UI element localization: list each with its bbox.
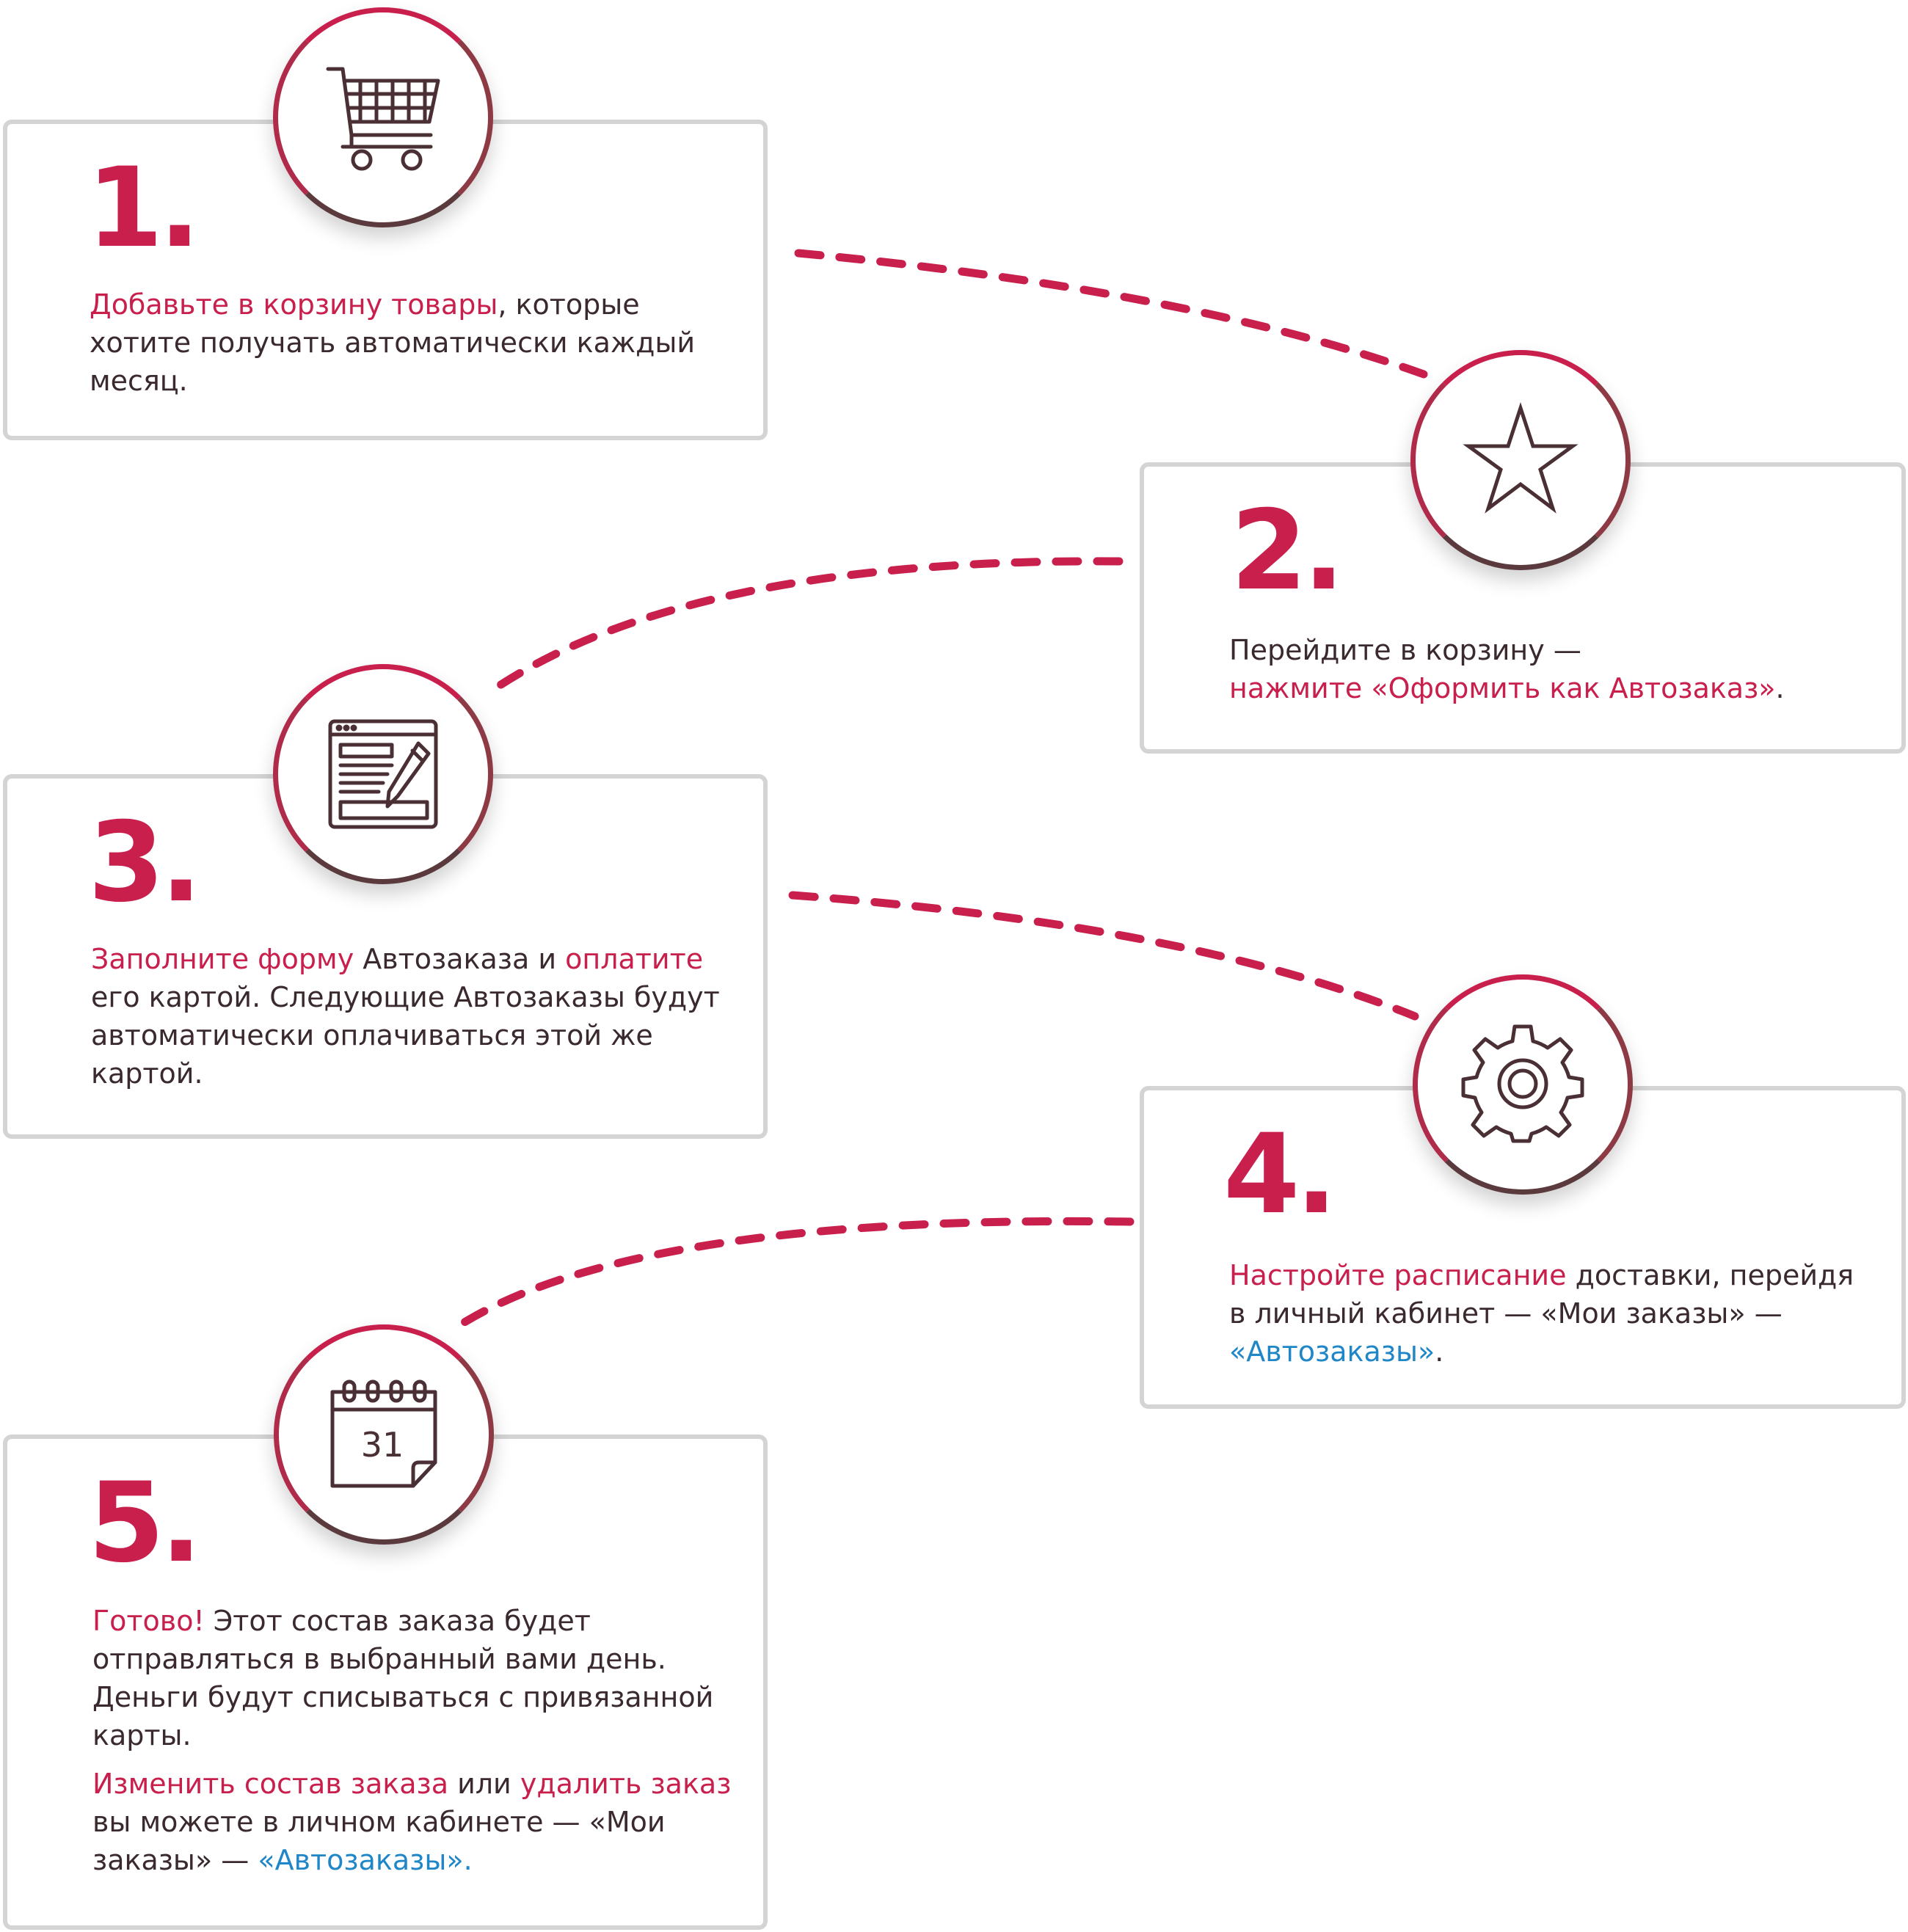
fill-form-highlight: Заполните форму [91,943,354,975]
step-text: или [448,1768,520,1800]
step-description [1229,1256,1875,1371]
step-description [92,1602,738,1879]
step-number: 5. [88,1459,198,1587]
step-number: 1. [87,145,197,272]
star-icon [1458,398,1583,522]
step-text-rest: . [1775,672,1785,704]
edit-order-highlight: Изменить состав заказа [92,1768,448,1800]
step-number: 3. [88,799,198,927]
gear-icon [1460,1022,1585,1147]
step-text: доставки, перейдя в личный кабинет — «Мои заказы» — [1229,1259,1854,1330]
step-text-line: Перейдите в корзину — [1229,634,1581,666]
step-description [91,940,737,1093]
shopping-cart-icon [321,59,445,176]
step-text-rest: , которые хотите получать автоматически каждый месяц. [90,288,696,397]
checkout-as-autoorder-highlight: нажмите «Оформить как Автозаказ» [1229,672,1776,704]
done-highlight: Готово! [92,1605,205,1637]
step-icon-circle-2 [1410,350,1631,570]
connector-2-3 [493,561,1119,690]
step-text: вы можете в личном кабинете — «Мои заказы» — [92,1806,666,1876]
step-text-rest: его картой. Следующие Автозаказы будут автоматически оплачиваться этой же картой. [91,981,720,1090]
step-text: Автозаказа и [354,943,566,975]
step-icon-circle-4 [1413,974,1633,1195]
step-number: 2. [1231,487,1341,615]
step-text: Этот состав заказа будет отправляться в выбранный вами день. Деньги будут списываться с привязанной карты. [92,1605,714,1751]
calendar-icon [325,1376,443,1493]
add-to-cart-highlight: Добавьте в корзину товары [90,288,498,321]
step-description [1229,631,1875,707]
step-icon-circle-3 [273,664,493,884]
calendar-day: 31 [360,1425,404,1465]
connector-3-4 [793,895,1415,1016]
connector-1-2 [798,253,1424,374]
step-description [90,285,735,400]
step-number: 4. [1223,1111,1333,1239]
step-icon-circle-1 [273,7,493,227]
connector-4-5 [461,1221,1130,1324]
delete-order-highlight: удалить заказ [520,1768,732,1800]
step-text-rest: . [1435,1335,1444,1368]
autoorders-link[interactable]: «Автозаказы». [258,1844,473,1876]
pay-highlight: оплатите [565,943,704,975]
step-icon-circle-5 [274,1324,494,1545]
form-edit-icon [324,715,442,833]
schedule-highlight: Настройте расписание [1229,1259,1567,1291]
autoorders-link[interactable]: «Автозаказы» [1229,1335,1435,1368]
